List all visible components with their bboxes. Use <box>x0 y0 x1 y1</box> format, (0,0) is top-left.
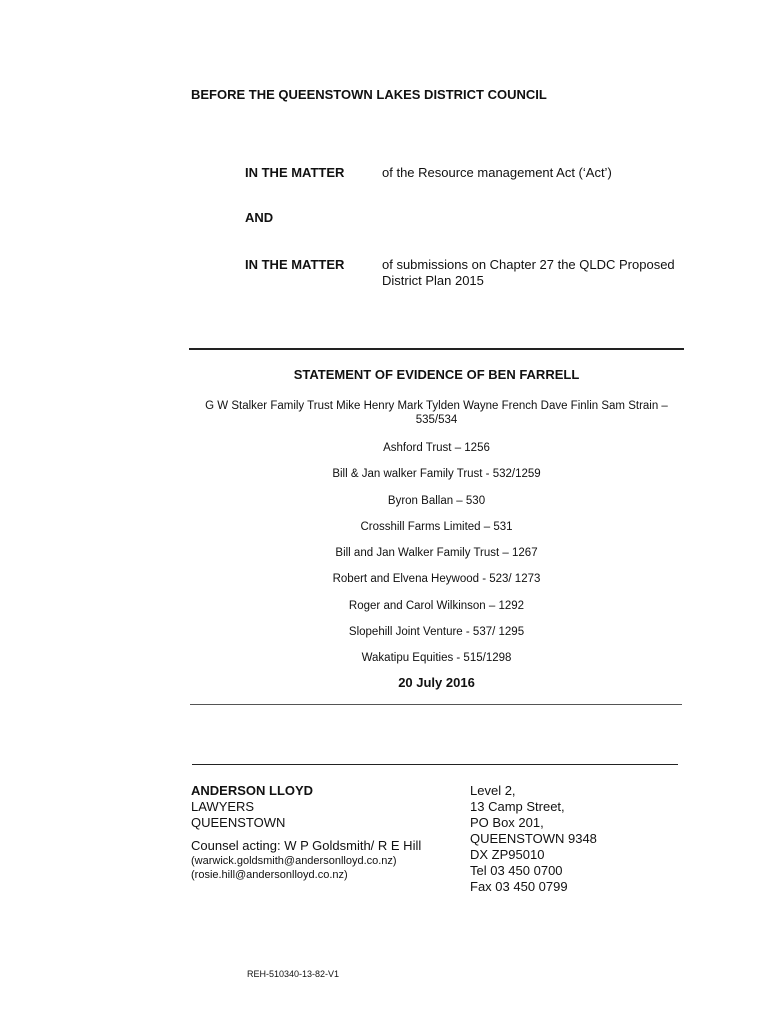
counsel-email: (rosie.hill@andersonlloyd.co.nz) <box>191 869 348 881</box>
address-line: DX ZP95010 <box>470 847 545 862</box>
address-line: PO Box 201, <box>470 815 544 830</box>
submitter-item: Byron Ballan – 530 <box>387 494 486 507</box>
submitter-item: Robert and Elvena Heywood - 523/ 1273 <box>332 573 541 586</box>
submitter-item: G W Stalker Family Trust Mike Henry Mark Tylden Wayne French Dave Finlin Sam Strain – 535/534 <box>205 400 668 426</box>
submitter-item: Crosshill Farms Limited – 531 <box>360 520 513 533</box>
firm-name: ANDERSON LLOYD <box>191 783 314 798</box>
address-line: Fax 03 450 0799 <box>470 879 568 894</box>
matter-text-2: of submissions on Chapter 27 the QLDC Proposed District Plan 2015 <box>382 257 675 288</box>
matter-text-1: of the Resource management Act (‘Act’) <box>382 165 612 180</box>
counsel-acting: Counsel acting: W P Goldsmith/ R E Hill <box>191 838 422 853</box>
address-line: Tel 03 450 0700 <box>470 863 563 878</box>
firm-type: LAWYERS <box>191 799 255 814</box>
document-date: 20 July 2016 <box>398 675 475 690</box>
submitter-item: Ashford Trust – 1256 <box>383 442 490 454</box>
and-label: AND <box>245 210 274 225</box>
firm-location: QUEENSTOWN <box>191 815 286 830</box>
submitter-item: Bill & Jan walker Family Trust - 532/1259 <box>332 468 541 481</box>
submitter-item: Roger and Carol Wilkinson – 1292 <box>348 599 525 612</box>
matter-label-2: IN THE MATTER <box>245 257 345 272</box>
submitters-list <box>189 399 684 678</box>
submitter-item: Bill and Jan Walker Family Trust – 1267 <box>335 547 538 560</box>
submitter-item: Slopehill Joint Venture - 537/ 1295 <box>348 626 525 639</box>
firm-address <box>470 783 597 895</box>
title-divider <box>189 348 684 350</box>
document-heading: BEFORE THE QUEENSTOWN LAKES DISTRICT COUNCIL <box>191 87 547 102</box>
law-firm-block <box>191 783 421 882</box>
address-line: 13 Camp Street, <box>470 799 565 814</box>
matter-label-1: IN THE MATTER <box>245 165 345 180</box>
separator-line <box>192 764 678 765</box>
statement-title: STATEMENT OF EVIDENCE OF BEN FARRELL <box>293 367 580 382</box>
document-reference: REH-510340-13-82-V1 <box>247 969 340 979</box>
submitter-item: Wakatipu Equities - 515/1298 <box>361 652 512 665</box>
address-line: Level 2, <box>470 783 516 798</box>
separator-line <box>190 704 682 705</box>
counsel-email: (warwick.goldsmith@andersonlloyd.co.nz) <box>191 855 397 867</box>
address-line: QUEENSTOWN 9348 <box>470 831 597 846</box>
